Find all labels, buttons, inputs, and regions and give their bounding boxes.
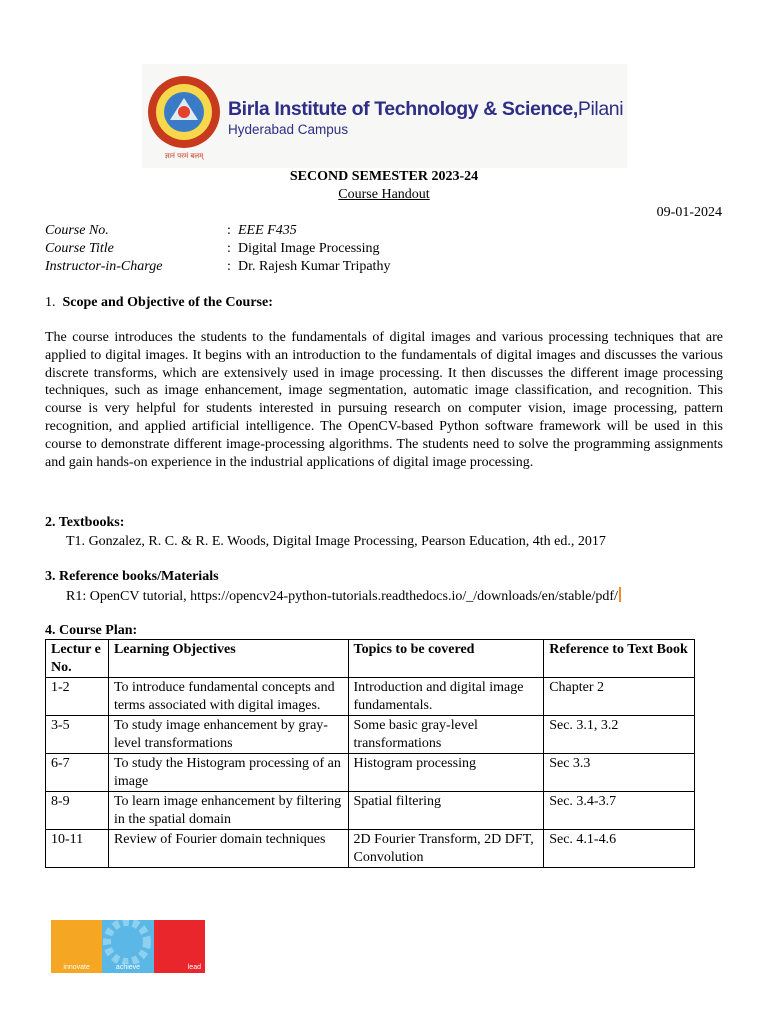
column-header: Topics to be covered	[348, 640, 544, 678]
table-cell: Some basic gray-level transformations	[348, 716, 544, 754]
scope-paragraph: The course introduces the students to the fundamentals of digital images and various processing techniques that are applied to digital images. It begins with an introduction to the fundamentals of digital images and discusses the various discrete transforms, which are extensively used in image processing. It then discusses the different image processing techniques, such as image enhancement, image segmentation, automatic image classification, and recognition. This course is very helpful for students interested in pursuing research on computer vision, image processing, pattern recognition, and applied artificial intelligence. The OpenCV-based Python software framework will be used in this course to demonstrate different image-processing algorithms. The students need to solve the programming assignments and gain hands-on experience in the industrial applications of digital image processing.	[45, 330, 723, 470]
semester-title: SECOND SEMESTER 2023-24	[289, 169, 479, 184]
footer-logo-innovate: innovate	[51, 920, 102, 973]
institute-name: Birla Institute of Technology & Science,Pilani	[228, 98, 624, 120]
table-cell: 1-2	[46, 678, 109, 716]
course-plan-heading: 4. Course Plan:	[45, 623, 138, 638]
textbooks-heading: 2. Textbooks:	[45, 515, 125, 530]
table-cell: Sec. 4.1-4.6	[544, 830, 695, 868]
info-value: Dr. Rajesh Kumar Tripathy	[238, 259, 391, 274]
table-cell: Sec. 3.4-3.7	[544, 792, 695, 830]
gear-icon	[102, 920, 153, 964]
footer-logo-lead: lead	[154, 920, 205, 973]
reference-item: R1: OpenCV tutorial, https://opencv24-python-tutorials.readthedocs.io/_/downloads/en/stable/pdf/	[66, 587, 621, 605]
column-header: Learning Objectives	[108, 640, 348, 678]
table-cell: 8-9	[46, 792, 109, 830]
table-cell: Histogram processing	[348, 754, 544, 792]
footer-logo	[51, 920, 205, 973]
table-cell: To study the Histogram processing of an image	[108, 754, 348, 792]
svg-text:ज्ञानं परमं बलम्: ज्ञानं परमं बलम्	[164, 152, 204, 160]
table-cell: 2D Fourier Transform, 2D DFT, Convolution	[348, 830, 544, 868]
info-value: Digital Image Processing	[238, 241, 380, 256]
campus-name: Hyderabad Campus	[228, 122, 349, 137]
table-cell: Review of Fourier domain techniques	[108, 830, 348, 868]
cursor-marker	[619, 587, 621, 602]
table-row	[46, 792, 695, 830]
table-cell: To introduce fundamental concepts and terms associated with digital images.	[108, 678, 348, 716]
table-cell: Chapter 2	[544, 678, 695, 716]
info-label: Course No.	[45, 223, 109, 238]
info-value: EEE F435	[238, 223, 297, 238]
table-header-row	[46, 640, 695, 678]
institute-logo-banner	[142, 64, 627, 168]
references-heading: 3. Reference books/Materials	[45, 569, 219, 584]
table-row	[46, 754, 695, 792]
handout-date: 09-01-2024	[656, 205, 722, 220]
table-row	[46, 716, 695, 754]
table-cell: Introduction and digital image fundamentals.	[348, 678, 544, 716]
column-header: Reference to Text Book	[544, 640, 695, 678]
table-cell: Sec. 3.1, 3.2	[544, 716, 695, 754]
table-cell: 6-7	[46, 754, 109, 792]
scope-heading: 1. Scope and Objective of the Course:	[45, 295, 273, 310]
table-cell: To study image enhancement by gray-level transformations	[108, 716, 348, 754]
table-cell: 10-11	[46, 830, 109, 868]
footer-logo-achieve: achieve	[102, 920, 153, 973]
table-cell: Spatial filtering	[348, 792, 544, 830]
table-cell: Sec 3.3	[544, 754, 695, 792]
handout-title: Course Handout	[338, 187, 430, 202]
table-row	[46, 830, 695, 868]
textbook-item: T1. Gonzalez, R. C. & R. E. Woods, Digital Image Processing, Pearson Education, 4th ed., 2017	[66, 534, 606, 549]
table-cell: To learn image enhancement by filtering in the spatial domain	[108, 792, 348, 830]
info-label: Course Title	[45, 241, 114, 256]
course-plan-table	[45, 639, 695, 868]
info-label: Instructor-in-Charge	[45, 259, 163, 274]
table-cell: 3-5	[46, 716, 109, 754]
bits-seal-icon	[146, 68, 222, 162]
column-header: Lectur e No.	[46, 640, 109, 678]
table-row	[46, 678, 695, 716]
